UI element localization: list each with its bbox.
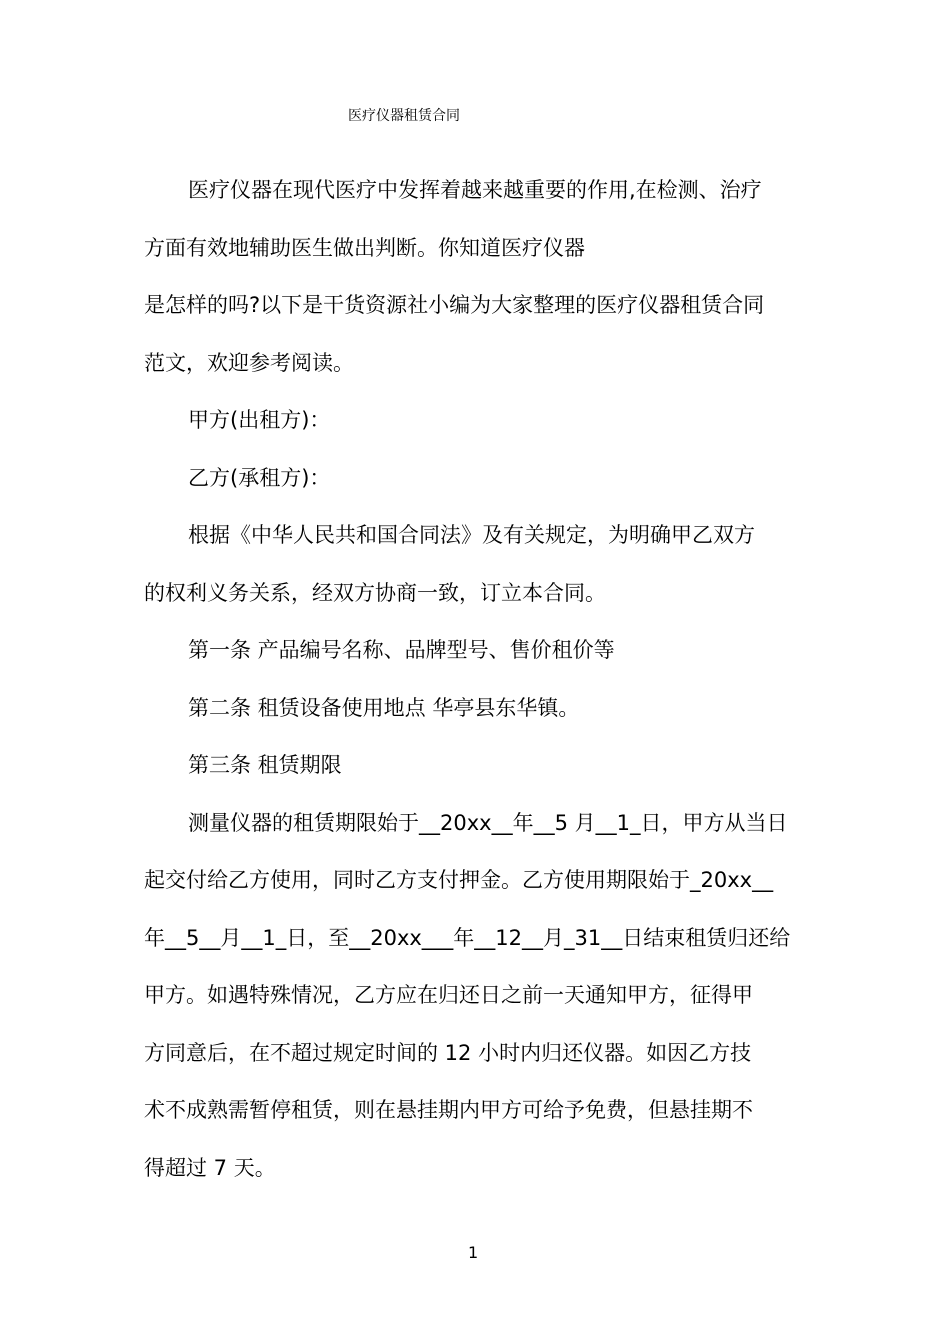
paragraph-line: 甲方。如遇特殊情况，乙方应在归还日之前一天通知甲方，征得甲	[144, 983, 753, 1007]
paragraph-line: 的权利义务关系，经双方协商一致，订立本合同。	[144, 581, 606, 605]
article-1-heading: 第一条 产品编号名称、品牌型号、售价租价等	[188, 638, 615, 662]
paragraph-line: 起交付给乙方使用，同时乙方支付押金。乙方使用期限始于_20xx__	[144, 868, 774, 892]
paragraph-line: 方同意后，在不超过规定时间的 12 小时内归还仪器。如因乙方技	[144, 1041, 752, 1065]
paragraph-line: 范文，欢迎参考阅读。	[144, 351, 354, 375]
paragraph-line: 年__5__月__1_日，至__20xx___年__12__月_31__日结束租赁归还给	[144, 926, 791, 950]
party-a-label: 甲方(出租方)：	[188, 408, 331, 432]
page-number: 1	[468, 1243, 479, 1262]
paragraph-line: 得超过 7 天。	[144, 1156, 276, 1180]
paragraph-line: 测量仪器的租赁期限始于__20xx__年__5 月__1_日，甲方从当日	[188, 811, 788, 835]
paragraph-line: 医疗仪器在现代医疗中发挥着越来越重要的作用,在检测、治疗	[188, 178, 762, 202]
paragraph-line: 是怎样的吗?以下是干货资源社小编为大家整理的医疗仪器租赁合同	[144, 293, 765, 317]
party-b-label: 乙方(承租方)：	[188, 466, 331, 490]
document-title: 医疗仪器租赁合同	[348, 108, 460, 124]
paragraph-line: 根据《中华人民共和国合同法》及有关规定，为明确甲乙双方	[188, 523, 755, 547]
article-3-heading: 第三条 租赁期限	[188, 753, 342, 777]
article-2-heading: 第二条 租赁设备使用地点 华亭县东华镇。	[188, 696, 580, 720]
paragraph-line: 术不成熟需暂停租赁，则在悬挂期内甲方可给予免费，但悬挂期不	[144, 1098, 753, 1122]
paragraph-line: 方面有效地辅助医生做出判断。你知道医疗仪器	[144, 236, 585, 260]
